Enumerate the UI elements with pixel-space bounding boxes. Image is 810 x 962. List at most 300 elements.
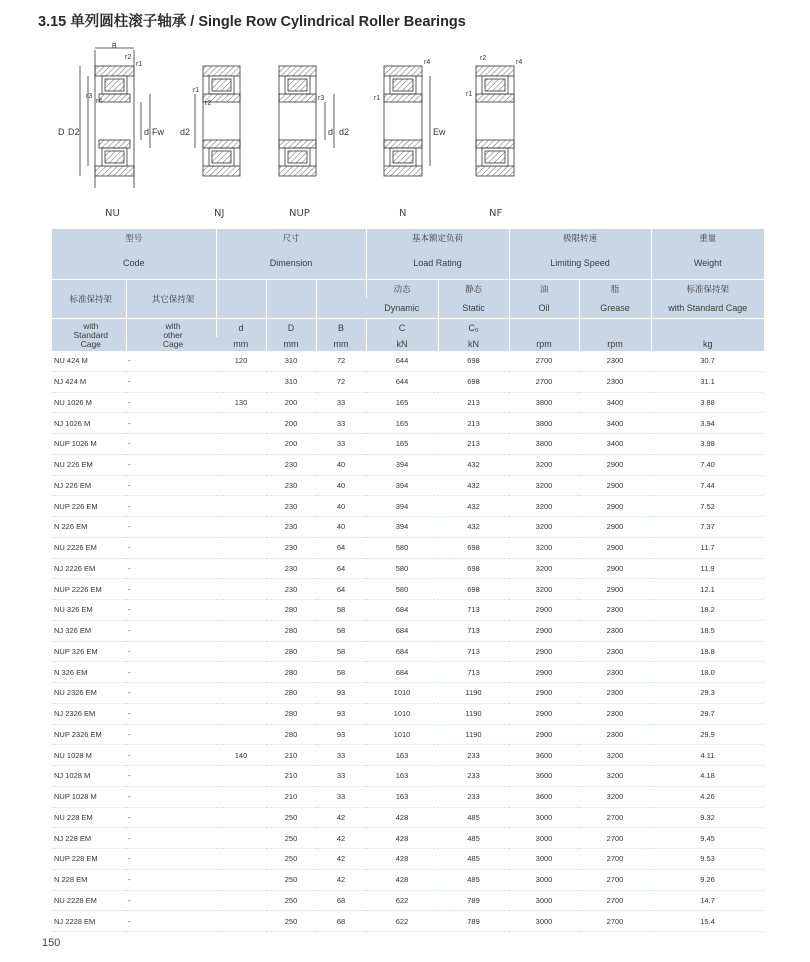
bearing-code-cell: NJ 2326 EM xyxy=(52,703,126,724)
weight-kg-cell: 18.8 xyxy=(651,641,764,662)
bore-d-cell xyxy=(216,413,266,434)
bearing-code-cell: NU 424 M xyxy=(52,351,126,371)
width-B-cell: 42 xyxy=(316,807,366,828)
table-row xyxy=(52,849,764,870)
speed-oil-cell: 3600 xyxy=(509,786,579,807)
bore-d-cell xyxy=(216,371,266,392)
dim-nf-r1-label: r1 xyxy=(466,91,473,98)
static-load-cell: 713 xyxy=(438,620,509,641)
width-B-cell: 72 xyxy=(316,351,366,371)
speed-oil-cell: 2900 xyxy=(509,600,579,621)
outer-D-cell: 280 xyxy=(266,600,316,621)
speed-oil-cell: 2900 xyxy=(509,703,579,724)
code-header-en: Code xyxy=(52,247,216,280)
static-load-cell: 698 xyxy=(438,371,509,392)
width-B-cell: 33 xyxy=(316,766,366,787)
width-B-cell: 33 xyxy=(316,413,366,434)
bearing-spec-table xyxy=(52,229,764,932)
table-row xyxy=(52,911,764,932)
bore-d-cell xyxy=(216,849,266,870)
width-B-cell: 93 xyxy=(316,703,366,724)
outer-D-cell: 280 xyxy=(266,703,316,724)
other-cage-cell: - xyxy=(126,434,216,455)
unit-rpm-grease: rpm xyxy=(579,337,651,351)
speed-header-zh: 极限转速 xyxy=(509,229,651,247)
speed-grease-cell: 3400 xyxy=(579,434,651,455)
grease-header-en: Grease xyxy=(579,298,651,319)
weight-kg-cell: 29.3 xyxy=(651,683,764,704)
table-row xyxy=(52,413,764,434)
bore-d-cell xyxy=(216,703,266,724)
weight-std-header-en: with Standard Cage xyxy=(651,298,764,319)
bearing-code-cell: NU 228 EM xyxy=(52,807,126,828)
weight-kg-cell: 12.1 xyxy=(651,579,764,600)
grease-header-zh: 脂 xyxy=(579,280,651,299)
unit-mm-B: mm xyxy=(316,337,366,351)
std-cage-header-zh: 标准保持架 xyxy=(52,280,126,319)
bearing-code-cell: NUP 326 EM xyxy=(52,641,126,662)
outer-D-cell: 250 xyxy=(266,849,316,870)
speed-grease-cell: 3400 xyxy=(579,413,651,434)
width-B-cell: 58 xyxy=(316,641,366,662)
speed-oil-cell: 3800 xyxy=(509,434,579,455)
width-B-cell: 42 xyxy=(316,849,366,870)
width-B-cell: 42 xyxy=(316,869,366,890)
bearing-code-cell: N 228 EM xyxy=(52,869,126,890)
static-load-cell: 432 xyxy=(438,517,509,538)
bearing-code-cell: NJ 226 EM xyxy=(52,475,126,496)
unit-mm-D: mm xyxy=(266,337,316,351)
table-row xyxy=(52,745,764,766)
bearing-nup-drawing xyxy=(279,66,334,176)
width-B-cell: 33 xyxy=(316,392,366,413)
static-header-en: Static xyxy=(438,298,509,319)
weight-kg-cell: 7.37 xyxy=(651,517,764,538)
bearing-nf-drawing xyxy=(476,66,514,176)
load-header-en: Load Rating xyxy=(366,247,509,280)
dynamic-load-cell: 580 xyxy=(366,579,438,600)
static-load-cell: 698 xyxy=(438,351,509,371)
bearing-code-cell: NJ 1028 M xyxy=(52,766,126,787)
dynamic-header-zh: 动态 xyxy=(366,280,438,299)
bore-d-cell xyxy=(216,807,266,828)
outer-D-cell: 210 xyxy=(266,745,316,766)
bearing-code-cell: NU 2228 EM xyxy=(52,890,126,911)
static-load-cell: 485 xyxy=(438,869,509,890)
static-load-cell: 432 xyxy=(438,496,509,517)
dynamic-load-cell: 644 xyxy=(366,351,438,371)
weight-kg-cell: 15.4 xyxy=(651,911,764,932)
bearing-code-cell: NU 326 EM xyxy=(52,600,126,621)
weight-kg-cell: 7.44 xyxy=(651,475,764,496)
outer-D-cell: 250 xyxy=(266,890,316,911)
unit-kg: kg xyxy=(651,337,764,351)
dim-nj-d-label: d2 xyxy=(180,127,191,137)
dim-n-r4-label: r4 xyxy=(424,59,431,66)
outer-D-cell: 200 xyxy=(266,434,316,455)
speed-grease-cell: 3200 xyxy=(579,786,651,807)
weight-kg-cell: 4.26 xyxy=(651,786,764,807)
page-title: 3.15 单列圆柱滚子轴承 / Single Row Cylindrical Roller Bearings xyxy=(38,14,466,30)
bearing-code-cell: NU 226 EM xyxy=(52,454,126,475)
other-cage-cell: - xyxy=(126,724,216,745)
speed-oil-cell: 2900 xyxy=(509,662,579,683)
outer-D-cell: 250 xyxy=(266,828,316,849)
other-cage-cell: - xyxy=(126,745,216,766)
type-label-n: N xyxy=(399,208,407,219)
table-row xyxy=(52,496,764,517)
speed-grease-cell: 2300 xyxy=(579,620,651,641)
page-number: 150 xyxy=(42,937,61,949)
dimension-header-en: Dimension xyxy=(216,247,366,280)
dynamic-load-cell: 394 xyxy=(366,517,438,538)
bore-d-cell: 140 xyxy=(216,745,266,766)
weight-std-header-zh: 标准保持架 xyxy=(651,280,764,299)
weight-kg-cell: 31.1 xyxy=(651,371,764,392)
other-cage-cell: - xyxy=(126,351,216,371)
speed-grease-cell: 2700 xyxy=(579,828,651,849)
type-label-nf: NF xyxy=(489,208,503,219)
weight-kg-cell: 18.2 xyxy=(651,600,764,621)
dim-nf-r4-label: r4 xyxy=(516,59,523,66)
outer-D-cell: 250 xyxy=(266,911,316,932)
speed-oil-cell: 3200 xyxy=(509,579,579,600)
dim-nup-d-label: d xyxy=(328,127,334,137)
speed-grease-cell: 2900 xyxy=(579,517,651,538)
dynamic-load-cell: 622 xyxy=(366,911,438,932)
dim-fw-label: Fw xyxy=(152,127,164,137)
dynamic-load-cell: 684 xyxy=(366,641,438,662)
speed-oil-cell: 3200 xyxy=(509,558,579,579)
dynamic-load-cell: 428 xyxy=(366,849,438,870)
speed-oil-cell: 3200 xyxy=(509,517,579,538)
dynamic-load-cell: 580 xyxy=(366,537,438,558)
dim-nj-r2-label: r2 xyxy=(205,100,212,107)
static-load-cell: 233 xyxy=(438,745,509,766)
weight-kg-cell: 18.5 xyxy=(651,620,764,641)
weight-kg-cell: 4.11 xyxy=(651,745,764,766)
bearing-code-cell: NUP 2226 EM xyxy=(52,579,126,600)
bore-d-cell xyxy=(216,620,266,641)
outer-D-cell: 210 xyxy=(266,786,316,807)
width-B-cell: 68 xyxy=(316,911,366,932)
outer-D-cell: 200 xyxy=(266,413,316,434)
speed-grease-cell: 2300 xyxy=(579,351,651,371)
bearing-code-cell: NUP 2326 EM xyxy=(52,724,126,745)
width-B-cell: 64 xyxy=(316,579,366,600)
speed-oil-cell: 2700 xyxy=(509,371,579,392)
weight-kg-cell: 9.26 xyxy=(651,869,764,890)
other-cage-cell: - xyxy=(126,537,216,558)
outer-D-cell: 280 xyxy=(266,683,316,704)
table-row xyxy=(52,683,764,704)
symbol-C0: C₀ xyxy=(438,319,509,338)
outer-D-cell: 280 xyxy=(266,641,316,662)
outer-D-cell: 200 xyxy=(266,392,316,413)
table-row xyxy=(52,517,764,538)
table-row xyxy=(52,392,764,413)
other-cage-cell: - xyxy=(126,579,216,600)
outer-D-cell: 280 xyxy=(266,620,316,641)
static-load-cell: 233 xyxy=(438,766,509,787)
bore-d-cell xyxy=(216,786,266,807)
table-row xyxy=(52,600,764,621)
bearing-code-cell: NJ 326 EM xyxy=(52,620,126,641)
table-row xyxy=(52,351,764,371)
speed-grease-cell: 2300 xyxy=(579,600,651,621)
dim-nup-d2-label: d2 xyxy=(339,127,350,137)
other-cage-cell: - xyxy=(126,620,216,641)
dim-r4-label: r4 xyxy=(96,98,103,105)
speed-grease-cell: 2900 xyxy=(579,558,651,579)
code-header-zh: 型号 xyxy=(52,229,216,247)
other-cage-cell: - xyxy=(126,828,216,849)
dynamic-load-cell: 428 xyxy=(366,869,438,890)
dim-d-label: d xyxy=(144,127,150,137)
bore-d-cell xyxy=(216,454,266,475)
static-load-cell: 432 xyxy=(438,454,509,475)
other-cage-cell: - xyxy=(126,496,216,517)
other-cage-cell: - xyxy=(126,392,216,413)
dim-r2-label: r2 xyxy=(125,54,132,61)
symbol-B: B xyxy=(316,319,366,338)
speed-grease-cell: 2700 xyxy=(579,849,651,870)
weight-kg-cell: 7.40 xyxy=(651,454,764,475)
weight-kg-cell: 29.9 xyxy=(651,724,764,745)
bearing-code-cell: NU 2326 EM xyxy=(52,683,126,704)
dynamic-load-cell: 163 xyxy=(366,766,438,787)
bearing-code-cell: NJ 2228 EM xyxy=(52,911,126,932)
bore-d-cell xyxy=(216,766,266,787)
with-std-cage-header: with Standard Cage xyxy=(52,319,126,352)
speed-oil-cell: 3600 xyxy=(509,766,579,787)
speed-grease-cell: 2900 xyxy=(579,475,651,496)
outer-D-cell: 230 xyxy=(266,517,316,538)
dynamic-load-cell: 684 xyxy=(366,620,438,641)
outer-D-cell: 230 xyxy=(266,496,316,517)
speed-oil-cell: 2900 xyxy=(509,641,579,662)
weight-kg-cell: 9.45 xyxy=(651,828,764,849)
other-cage-cell: - xyxy=(126,600,216,621)
speed-oil-cell: 3200 xyxy=(509,496,579,517)
speed-grease-cell: 2900 xyxy=(579,537,651,558)
bore-d-cell xyxy=(216,558,266,579)
static-load-cell: 233 xyxy=(438,786,509,807)
width-B-cell: 58 xyxy=(316,600,366,621)
bore-d-cell: 120 xyxy=(216,351,266,371)
dynamic-load-cell: 163 xyxy=(366,745,438,766)
weight-kg-cell: 30.7 xyxy=(651,351,764,371)
speed-grease-cell: 2700 xyxy=(579,890,651,911)
width-B-cell: 58 xyxy=(316,620,366,641)
other-cage-cell: - xyxy=(126,475,216,496)
other-cage-cell: - xyxy=(126,890,216,911)
weight-header-en: Weight xyxy=(651,247,764,280)
speed-oil-cell: 3200 xyxy=(509,454,579,475)
bore-d-cell: 130 xyxy=(216,392,266,413)
width-B-cell: 93 xyxy=(316,724,366,745)
table-row xyxy=(52,828,764,849)
weight-kg-cell: 18.0 xyxy=(651,662,764,683)
speed-oil-cell: 3200 xyxy=(509,537,579,558)
speed-grease-cell: 2300 xyxy=(579,641,651,662)
bearing-code-cell: NU 1026 M xyxy=(52,392,126,413)
bore-d-cell xyxy=(216,869,266,890)
bearing-code-cell: NUP 226 EM xyxy=(52,496,126,517)
other-cage-cell: - xyxy=(126,558,216,579)
outer-D-cell: 310 xyxy=(266,351,316,371)
static-load-cell: 713 xyxy=(438,641,509,662)
static-load-cell: 485 xyxy=(438,828,509,849)
static-load-cell: 1190 xyxy=(438,724,509,745)
width-B-cell: 40 xyxy=(316,517,366,538)
static-load-cell: 789 xyxy=(438,911,509,932)
type-label-nu: NU xyxy=(105,208,120,219)
width-B-cell: 58 xyxy=(316,662,366,683)
speed-oil-cell: 2900 xyxy=(509,724,579,745)
bearing-code-cell: NJ 228 EM xyxy=(52,828,126,849)
dynamic-load-cell: 428 xyxy=(366,807,438,828)
dim-D2-label: D2 xyxy=(68,127,80,137)
speed-oil-cell: 3000 xyxy=(509,807,579,828)
dim-nup-r3-label: r3 xyxy=(318,95,325,102)
dim-r3-label: r3 xyxy=(86,93,93,100)
width-B-cell: 40 xyxy=(316,475,366,496)
speed-grease-cell: 2300 xyxy=(579,703,651,724)
table-row xyxy=(52,807,764,828)
speed-grease-cell: 2700 xyxy=(579,911,651,932)
unit-kn-C0: kN xyxy=(438,337,509,351)
speed-header-en: Limiting Speed xyxy=(509,247,651,280)
weight-kg-cell: 3.98 xyxy=(651,434,764,455)
bore-d-cell xyxy=(216,683,266,704)
table-row xyxy=(52,434,764,455)
speed-oil-cell: 2900 xyxy=(509,620,579,641)
other-cage-cell: - xyxy=(126,517,216,538)
other-cage-cell: - xyxy=(126,807,216,828)
dynamic-load-cell: 1010 xyxy=(366,683,438,704)
dim-nf-r2-label: r2 xyxy=(480,55,487,62)
speed-oil-cell: 3800 xyxy=(509,392,579,413)
static-load-cell: 698 xyxy=(438,558,509,579)
dynamic-load-cell: 428 xyxy=(366,828,438,849)
dynamic-load-cell: 165 xyxy=(366,434,438,455)
width-B-cell: 33 xyxy=(316,745,366,766)
width-B-cell: 33 xyxy=(316,786,366,807)
bore-d-cell xyxy=(216,600,266,621)
dynamic-load-cell: 684 xyxy=(366,600,438,621)
oil-header-en: Oil xyxy=(509,298,579,319)
speed-oil-cell: 3800 xyxy=(509,413,579,434)
type-label-nup: NUP xyxy=(289,208,310,219)
width-B-cell: 72 xyxy=(316,371,366,392)
dynamic-load-cell: 165 xyxy=(366,413,438,434)
outer-D-cell: 250 xyxy=(266,869,316,890)
table-row xyxy=(52,454,764,475)
speed-oil-cell: 3000 xyxy=(509,849,579,870)
width-B-cell: 64 xyxy=(316,537,366,558)
dim-n-ew-label: Ew xyxy=(433,127,446,137)
bearing-code-cell: NUP 228 EM xyxy=(52,849,126,870)
bearing-code-cell: NU 1028 M xyxy=(52,745,126,766)
other-cage-header-zh: 其它保持架 xyxy=(126,280,216,319)
bore-d-cell xyxy=(216,828,266,849)
other-cage-cell: - xyxy=(126,662,216,683)
dynamic-load-cell: 165 xyxy=(366,392,438,413)
bore-d-cell xyxy=(216,517,266,538)
bore-d-cell xyxy=(216,641,266,662)
speed-grease-cell: 2300 xyxy=(579,683,651,704)
oil-header-zh: 油 xyxy=(509,280,579,299)
outer-D-cell: 250 xyxy=(266,807,316,828)
static-load-cell: 432 xyxy=(438,475,509,496)
bearing-code-cell: NJ 1026 M xyxy=(52,413,126,434)
bore-d-cell xyxy=(216,434,266,455)
static-load-cell: 213 xyxy=(438,434,509,455)
bearing-code-cell: NJ 424 M xyxy=(52,371,126,392)
bearing-code-cell: N 326 EM xyxy=(52,662,126,683)
weight-kg-cell: 9.53 xyxy=(651,849,764,870)
other-cage-cell: - xyxy=(126,766,216,787)
speed-grease-cell: 3200 xyxy=(579,766,651,787)
bore-d-cell xyxy=(216,496,266,517)
symbol-d: d xyxy=(216,319,266,338)
weight-kg-cell: 11.7 xyxy=(651,537,764,558)
table-row xyxy=(52,869,764,890)
table-row xyxy=(52,703,764,724)
dynamic-load-cell: 644 xyxy=(366,371,438,392)
speed-grease-cell: 3400 xyxy=(579,392,651,413)
bearing-code-cell: NJ 2226 EM xyxy=(52,558,126,579)
weight-kg-cell: 14.7 xyxy=(651,890,764,911)
width-B-cell: 42 xyxy=(316,828,366,849)
weight-kg-cell: 3.94 xyxy=(651,413,764,434)
dimension-header-zh: 尺寸 xyxy=(216,229,366,247)
table-row xyxy=(52,579,764,600)
unit-kn-C: kN xyxy=(366,337,438,351)
speed-grease-cell: 2300 xyxy=(579,724,651,745)
bearing-code-cell: NUP 1028 M xyxy=(52,786,126,807)
static-load-cell: 1190 xyxy=(438,683,509,704)
table-row xyxy=(52,475,764,496)
bore-d-cell xyxy=(216,537,266,558)
speed-grease-cell: 3200 xyxy=(579,745,651,766)
load-header-zh: 基本额定负荷 xyxy=(366,229,509,247)
width-B-cell: 93 xyxy=(316,683,366,704)
table-row xyxy=(52,641,764,662)
symbol-C: C xyxy=(366,319,438,338)
bore-d-cell xyxy=(216,724,266,745)
bearing-nj-drawing xyxy=(195,66,240,176)
table-row xyxy=(52,558,764,579)
outer-D-cell: 230 xyxy=(266,537,316,558)
speed-grease-cell: 2300 xyxy=(579,662,651,683)
bore-d-cell xyxy=(216,911,266,932)
dynamic-header-en: Dynamic xyxy=(366,298,438,319)
type-label-nj: NJ xyxy=(214,208,225,219)
bore-d-cell xyxy=(216,890,266,911)
dim-D-label: D xyxy=(58,127,65,137)
speed-oil-cell: 3200 xyxy=(509,475,579,496)
static-load-cell: 698 xyxy=(438,537,509,558)
outer-D-cell: 280 xyxy=(266,662,316,683)
outer-D-cell: 280 xyxy=(266,724,316,745)
table-row xyxy=(52,620,764,641)
bearing-code-cell: NU 2226 EM xyxy=(52,537,126,558)
table-row xyxy=(52,724,764,745)
unit-mm-d: mm xyxy=(216,337,266,351)
weight-kg-cell: 11.9 xyxy=(651,558,764,579)
